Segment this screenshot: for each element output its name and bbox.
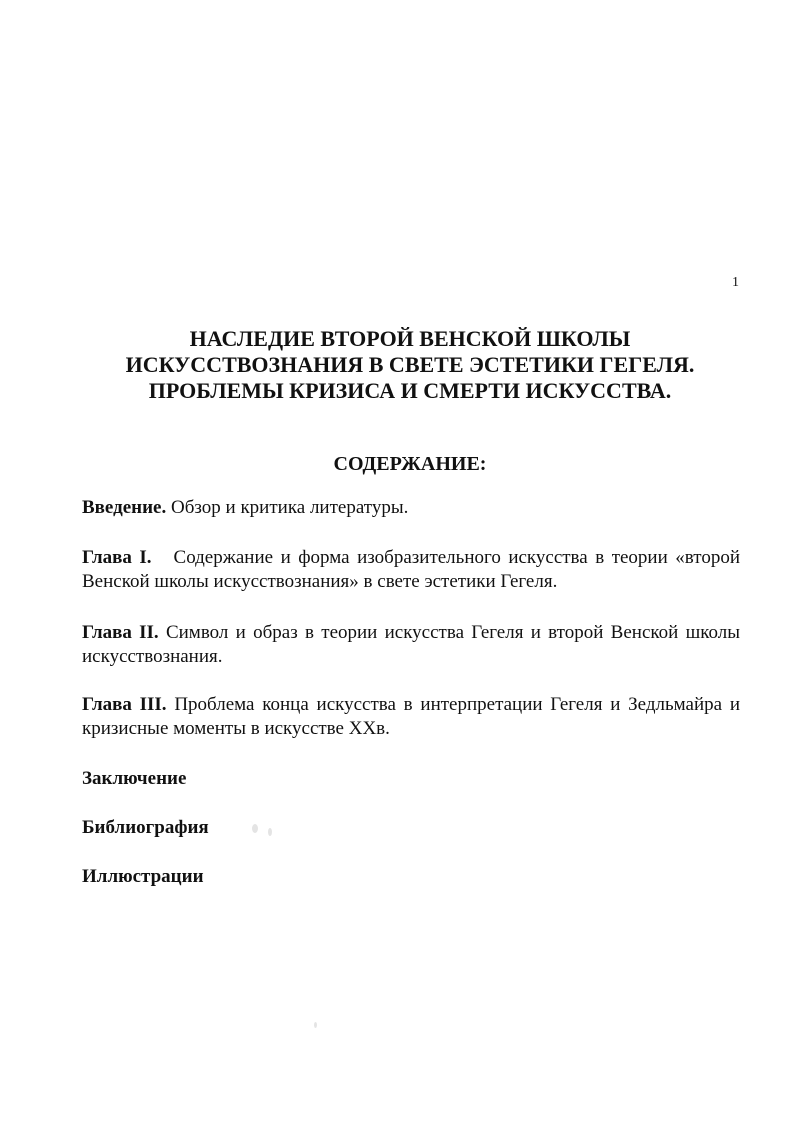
toc-entry-label: Глава II. xyxy=(82,622,159,643)
toc-entry-label: Введение. xyxy=(82,497,167,518)
toc-entry-conclusion: Заключение xyxy=(82,768,187,789)
toc-entry-text: Содержание и форма изобразительного искусства в теории «второй Венской школы искусствознания» в свете эстетики Гегеля. xyxy=(82,547,740,592)
toc-entry-chapter-2 xyxy=(82,621,740,669)
toc-entry-illustrations: Иллюстрации xyxy=(82,866,204,887)
toc-entry-bibliography: Библиография xyxy=(82,817,209,838)
title-line-3: ПРОБЛЕМЫ КРИЗИСА И СМЕРТИ ИСКУССТВА. xyxy=(148,378,672,403)
toc-entry-text: Обзор и критика литературы. xyxy=(171,497,409,518)
toc-entry-chapter-3 xyxy=(82,693,740,741)
scan-artifact xyxy=(268,828,272,836)
scan-artifact xyxy=(314,1022,317,1028)
contents-heading: СОДЕРЖАНИЕ: xyxy=(333,453,487,475)
scan-artifact xyxy=(252,824,258,833)
document-title xyxy=(60,326,760,404)
title-line-1: НАСЛЕДИЕ ВТОРОЙ ВЕНСКОЙ ШКОЛЫ xyxy=(189,326,631,351)
toc-entry-chapter-1 xyxy=(82,546,740,594)
page-number: 1 xyxy=(732,275,739,290)
toc-entry-text: Проблема конца искусства в интерпретации Гегеля и Зедльмайра и кризисные моменты в искусстве XXв. xyxy=(82,694,741,739)
toc-entry-label: Глава I. xyxy=(82,547,152,568)
toc-entry-label: Глава III. xyxy=(82,694,167,715)
toc-entry-introduction xyxy=(82,496,740,520)
title-line-2: ИСКУССТВОЗНАНИЯ В СВЕТЕ ЭСТЕТИКИ ГЕГЕЛЯ. xyxy=(125,352,695,377)
toc-entry-text: Символ и образ в теории искусства Гегеля и второй Венской школы искусствознания. xyxy=(82,622,740,667)
